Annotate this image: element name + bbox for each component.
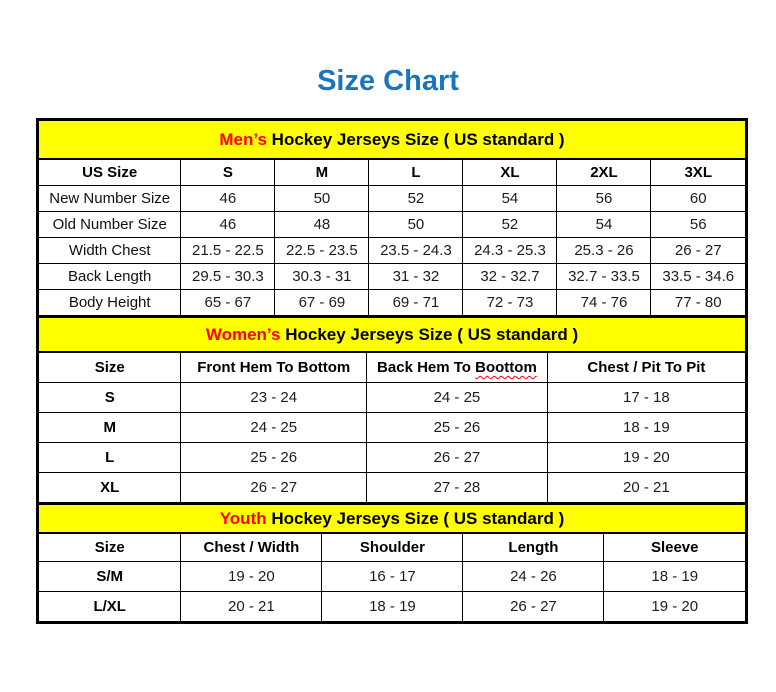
table-row-xl bbox=[39, 473, 745, 503]
table-row-s bbox=[39, 383, 745, 413]
cell: 26 - 27 bbox=[651, 238, 745, 264]
cell: 22.5 - 23.5 bbox=[275, 238, 369, 264]
youth-header-row bbox=[39, 534, 745, 562]
cell: 26 - 27 bbox=[463, 592, 604, 622]
column-header-shoulder: Shoulder bbox=[322, 534, 463, 562]
womens-header-row bbox=[39, 353, 745, 383]
table-row-back-length bbox=[39, 264, 745, 290]
column-header-s: S bbox=[181, 160, 275, 186]
cell: 52 bbox=[369, 186, 463, 212]
column-header-3xl: 3XL bbox=[651, 160, 745, 186]
cell: 31 - 32 bbox=[369, 264, 463, 290]
cell: 46 bbox=[181, 212, 275, 238]
cell: 27 - 28 bbox=[367, 473, 548, 503]
cell: 18 - 19 bbox=[322, 592, 463, 622]
cell: 24 - 26 bbox=[463, 562, 604, 592]
cell: 18 - 19 bbox=[547, 413, 745, 443]
table-row-width-chest bbox=[39, 238, 745, 264]
row-label: S bbox=[39, 383, 181, 413]
cell: 25 - 26 bbox=[181, 443, 367, 473]
cell: 25.3 - 26 bbox=[557, 238, 651, 264]
cell: 26 - 27 bbox=[181, 473, 367, 503]
column-header-chest-pit: Chest / Pit To Pit bbox=[547, 353, 745, 383]
womens-section-band bbox=[39, 315, 745, 353]
column-header-chest-width: Chest / Width bbox=[181, 534, 322, 562]
cell: 19 - 20 bbox=[547, 443, 745, 473]
womens-band-text: Hockey Jerseys Size ( US standard ) bbox=[285, 325, 579, 344]
cell: 52 bbox=[463, 212, 557, 238]
row-label: Body Height bbox=[39, 290, 181, 316]
cell: 21.5 - 22.5 bbox=[181, 238, 275, 264]
cell: 50 bbox=[369, 212, 463, 238]
cell: 50 bbox=[275, 186, 369, 212]
womens-size-table bbox=[39, 353, 745, 502]
cell: 33.5 - 34.6 bbox=[651, 264, 745, 290]
row-label: M bbox=[39, 413, 181, 443]
cell: 32.7 - 33.5 bbox=[557, 264, 651, 290]
cell: 67 - 69 bbox=[275, 290, 369, 316]
mens-size-table bbox=[39, 160, 745, 315]
cell: 25 - 26 bbox=[367, 413, 548, 443]
row-label: XL bbox=[39, 473, 181, 503]
cell: 32 - 32.7 bbox=[463, 264, 557, 290]
cell: 24.3 - 25.3 bbox=[463, 238, 557, 264]
cell: 18 - 19 bbox=[604, 562, 745, 592]
table-row-m bbox=[39, 413, 745, 443]
table-row-body-height bbox=[39, 290, 745, 316]
misspelled-word: Boottom bbox=[475, 359, 537, 376]
column-header-size: Size bbox=[39, 353, 181, 383]
size-chart bbox=[36, 118, 748, 624]
youth-band-highlight: Youth bbox=[219, 509, 267, 528]
column-header-back-hem bbox=[367, 353, 548, 383]
column-header-m: M bbox=[275, 160, 369, 186]
page-title: Size Chart bbox=[317, 65, 459, 97]
row-label: New Number Size bbox=[39, 186, 181, 212]
cell: 65 - 67 bbox=[181, 290, 275, 316]
column-header-2xl: 2XL bbox=[557, 160, 651, 186]
column-header-sleeve: Sleeve bbox=[604, 534, 745, 562]
womens-band-highlight: Women’s bbox=[205, 325, 281, 344]
table-row-old-number-size bbox=[39, 212, 745, 238]
mens-band-text: Hockey Jerseys Size ( US standard ) bbox=[271, 130, 565, 149]
youth-band-text: Hockey Jerseys Size ( US standard ) bbox=[271, 509, 565, 528]
column-header-length: Length bbox=[463, 534, 604, 562]
cell: 72 - 73 bbox=[463, 290, 557, 316]
row-label: Back Length bbox=[39, 264, 181, 290]
table-row-new-number-size bbox=[39, 186, 745, 212]
youth-size-table bbox=[39, 534, 745, 621]
mens-band-highlight: Men’s bbox=[219, 130, 267, 149]
table-row-lxl bbox=[39, 592, 745, 622]
column-header-l: L bbox=[369, 160, 463, 186]
cell: 26 - 27 bbox=[367, 443, 548, 473]
mens-section-band bbox=[39, 121, 745, 160]
mens-header-row bbox=[39, 160, 745, 186]
cell: 54 bbox=[557, 212, 651, 238]
row-label: Old Number Size bbox=[39, 212, 181, 238]
cell: 19 - 20 bbox=[181, 562, 322, 592]
row-label: S/M bbox=[39, 562, 181, 592]
cell: 16 - 17 bbox=[322, 562, 463, 592]
cell: 19 - 20 bbox=[604, 592, 745, 622]
column-header-us-size: US Size bbox=[39, 160, 181, 186]
table-row-sm bbox=[39, 562, 745, 592]
cell: 48 bbox=[275, 212, 369, 238]
cell: 56 bbox=[557, 186, 651, 212]
cell: 74 - 76 bbox=[557, 290, 651, 316]
cell: 24 - 25 bbox=[181, 413, 367, 443]
column-header-xl: XL bbox=[463, 160, 557, 186]
cell: 69 - 71 bbox=[369, 290, 463, 316]
cell: 30.3 - 31 bbox=[275, 264, 369, 290]
cell: 77 - 80 bbox=[651, 290, 745, 316]
cell: 29.5 - 30.3 bbox=[181, 264, 275, 290]
cell: 56 bbox=[651, 212, 745, 238]
column-header-size: Size bbox=[39, 534, 181, 562]
youth-section-band bbox=[39, 502, 745, 534]
row-label: L/XL bbox=[39, 592, 181, 622]
table-row-l bbox=[39, 443, 745, 473]
cell: 23.5 - 24.3 bbox=[369, 238, 463, 264]
cell: 46 bbox=[181, 186, 275, 212]
column-header-front-hem: Front Hem To Bottom bbox=[181, 353, 367, 383]
cell: 54 bbox=[463, 186, 557, 212]
cell: 20 - 21 bbox=[181, 592, 322, 622]
cell: 60 bbox=[651, 186, 745, 212]
cell: 20 - 21 bbox=[547, 473, 745, 503]
cell: 23 - 24 bbox=[181, 383, 367, 413]
cell: 17 - 18 bbox=[547, 383, 745, 413]
cell: 24 - 25 bbox=[367, 383, 548, 413]
row-label: L bbox=[39, 443, 181, 473]
header-text: Back Hem To bbox=[377, 359, 476, 376]
row-label: Width Chest bbox=[39, 238, 181, 264]
